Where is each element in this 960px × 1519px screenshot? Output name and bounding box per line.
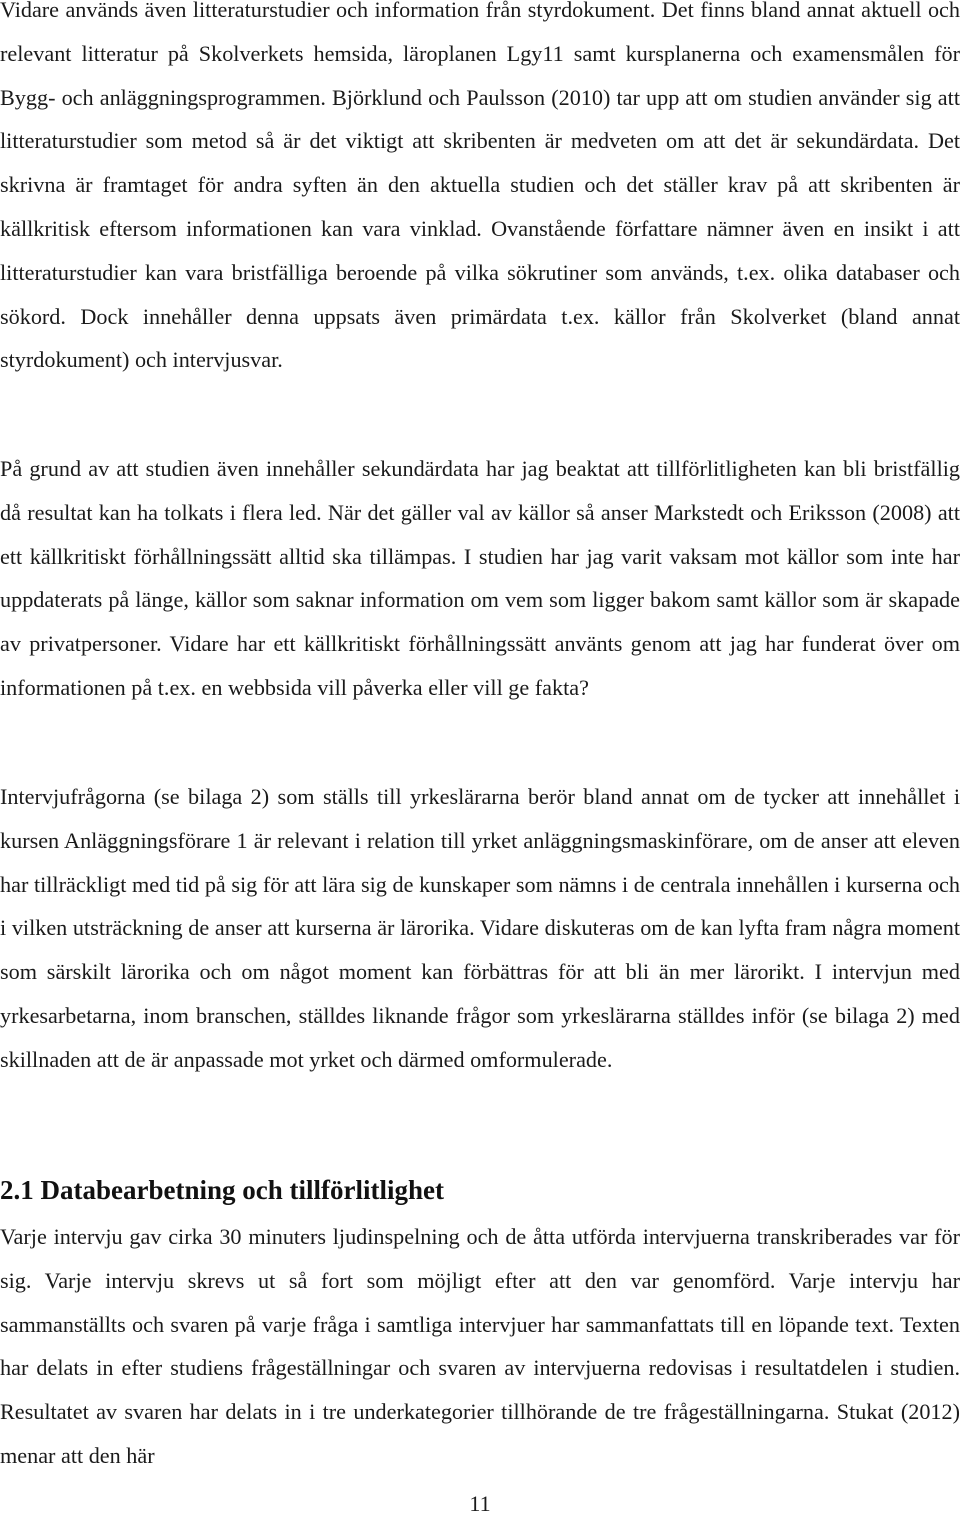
- paragraph-source-criticism: På grund av att studien även innehåller sekundärdata har jag beaktat att tillförlitligheten kan bli bristfällig då resultat kan ha tolkats i flera led. När det gäller val av källor så anser Markstedt och Eriksson (2008) att ett källkritiskt förhållningssätt alltid ska tillämpas. I studien har jag varit vaksam mot källor som inte har uppdaterats på länge, källor som saknar information om vem som ligger bakom samt källor som är skapade av privatpersoner. Vidare har ett källkritiskt förhållningssätt använts genom att jag har funderat över om informationen på t.ex. en webbsida vill påverka eller vill ge fakta?: [0, 456, 960, 700]
- page-number: 11: [469, 1491, 491, 1516]
- paragraph-literature-studies: Vidare används även litteraturstudier och information från styrdokument. Det finns bland annat aktuell och relevant litteratur på Skolverkets hemsida, läroplanen Lgy11 samt kursplanerna och examensmålen för Bygg- och anläggningsprogrammen. Björklund och Paulsson (2010) tar upp att om studien använder sig att litteraturstudier som metod så är det viktigt att skribenten är medveten om att det är sekundärdata. Det skrivna är framtaget för andra syften än den aktuella studien och det ställer krav på att skribenten är källkritisk eftersom informationen kan vara vinklad. Ovanstående författare nämner även en insikt i att litteraturstudier kan vara bristfälliga beroende på vilka sökrutiner som används, t.ex. olika databaser och sökord. Dock innehåller denna uppsats även primärdata t.ex. källor från Skolverket (bland annat styrdokument) och intervjusvar.: [0, 0, 960, 373]
- section-heading: 2.1 Databearbetning och tillförlitlighet: [0, 1175, 444, 1205]
- paragraph-data-processing: Varje intervju gav cirka 30 minuters ljudinspelning och de åtta utförda intervjuerna transkriberades var för sig. Varje intervju skrevs ut så fort som möjligt efter att den var genomförd. Varje intervju har sammanställts och svaren på varje fråga i samtliga intervjuer har sammanfattats till en löpande text. Texten har delats in efter studiens frågeställningar och svaren av intervjuerna redovisas i resultatdelen i studien. Resultatet av svaren har delats in i tre underkategorier tillhörande de tre frågeställningarna. Stukat (2012) menar att den här: [0, 1224, 960, 1468]
- paragraph-interview-questions: Intervjufrågorna (se bilaga 2) som ställs till yrkeslärarna berör bland annat om de tycker att innehållet i kursen Anläggningsförare 1 är relevant i relation till yrket anläggningsmaskinförare, om de anser att eleven har tillräckligt med tid på sig för att lära sig de kunskaper som nämns i de centrala innehållen i kurserna och i vilken utsträckning de anser att kurserna är lärorika. Vidare diskuteras om de kan lyfta fram några moment som särskilt lärorika och om något moment kan förbättras för att bli än mer lärorikt. I intervjun med yrkesarbetarna, inom branschen, ställdes liknande frågor som yrkeslärarna ställdes inför (se bilaga 2) med skillnaden att de är anpassade mot yrket och därmed omformulerade.: [0, 784, 960, 1072]
